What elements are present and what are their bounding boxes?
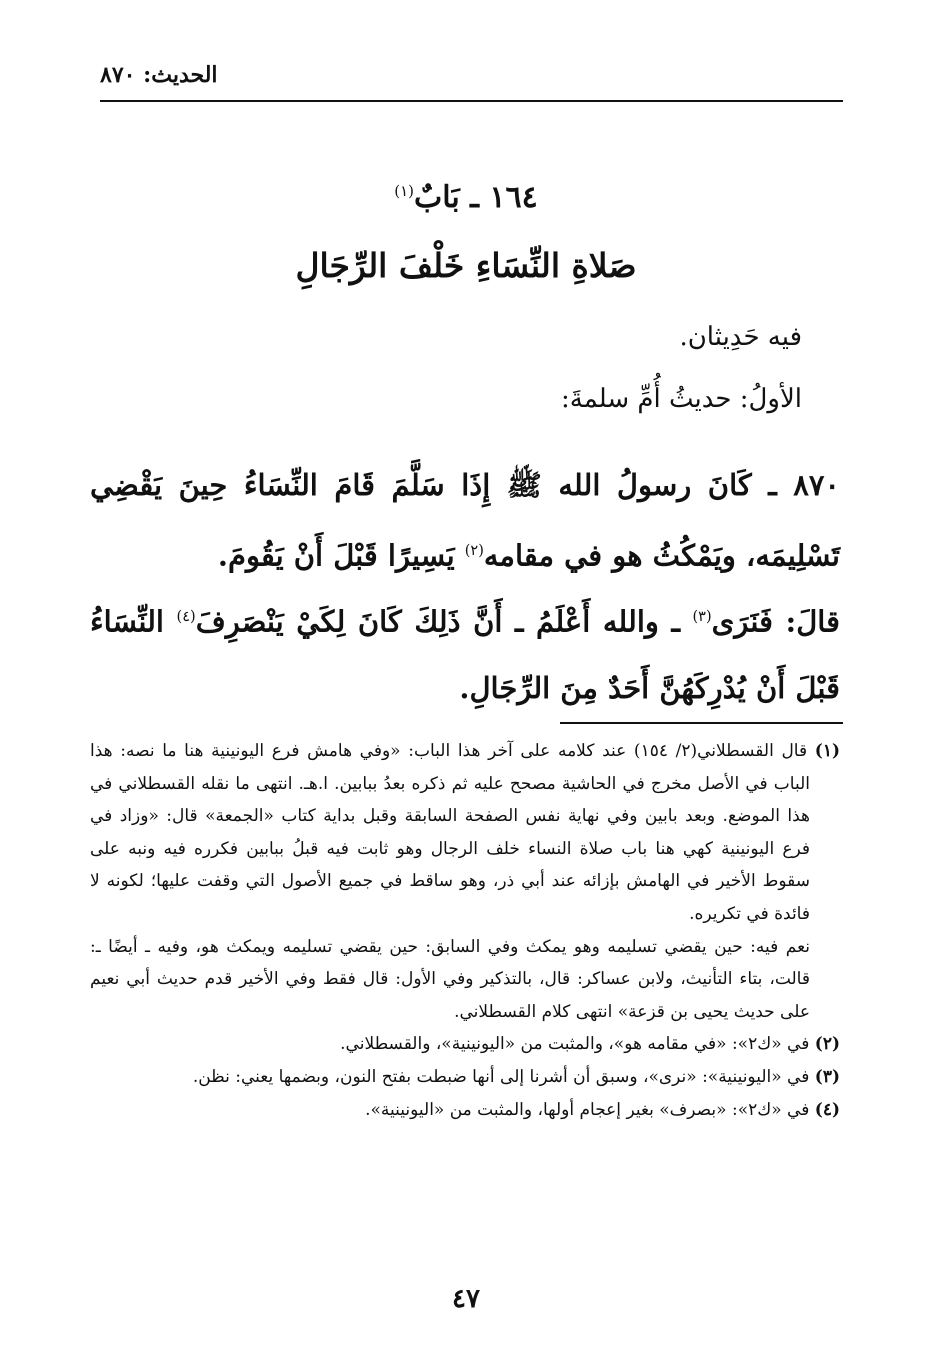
footnote-ref-2: (٢) — [464, 543, 484, 559]
running-head — [100, 62, 840, 96]
hadith-text-2b: ـ والله أَعْلَمُ ـ أَنَّ ذَلِكَ كَانَ لِكَيْ يَنْصَرِفَ — [195, 604, 693, 639]
hadith-text-2a: قالَ: فَنَرَى — [711, 604, 840, 639]
chapter-number: ١٦٤ ـ بَابٌ — [414, 180, 538, 215]
intro-line-1: فيه حَدِيثان. — [679, 322, 802, 352]
footnote-4 — [90, 1094, 840, 1127]
footnote-1 — [90, 735, 840, 931]
footnote-2-marker: (٢) — [814, 1034, 840, 1055]
hadith-paragraph-2 — [90, 584, 840, 721]
footnotes — [90, 735, 840, 1126]
footnote-rule — [560, 722, 843, 724]
hadith-text-1a: ٨٧٠ ـ كَانَ رسولُ الله ﷺ إِذَا سَلَّمَ قَامَ النِّسَاءُ حِينَ يَقْضِي تَسْلِيمَه، ويَمْكُثُ هو في مقامه — [90, 468, 840, 573]
footnote-3 — [90, 1061, 840, 1094]
hadith-text-1b: يَسِيرًا قَبْلَ أَنْ يَقُومَ. — [217, 538, 465, 573]
page-number: ٤٧ — [452, 1284, 480, 1314]
intro-line-2: الأولُ: حديثُ أُمِّ سلمةَ: — [561, 384, 802, 414]
chapter-heading — [0, 180, 932, 215]
footnote-3-text: في «اليونينية»: «نرى»، وسبق أن أشرنا إلى أنها ضبطت بفتح النون، وبضمها يعني: نظن. — [192, 1066, 810, 1087]
running-head-label: الحديث: ٨٧٠ — [100, 62, 218, 88]
footnote-ref-4: (٤) — [176, 609, 196, 625]
footnote-4-text: في «ك٢»: «بصرف» بغير إعجام أولها، والمثبت من «اليونينية». — [365, 1099, 810, 1120]
chapter-title: صَلاةِ النِّسَاءِ خَلْفَ الرِّجَالِ — [295, 246, 637, 285]
footnote-1-text: قال القسطلاني(٢/ ١٥٤) عند كلامه على آخر هذا الباب: «وفي هامش فرع اليونينية هنا ما نصه: هذا الباب في الأصل مخرج في الحاشية مصحح عليه ثم ذكره بعدُ ببابين. ا.هـ. انتهى ما نقله القسطلاني في هذا الموضع. وبعد بابين وفي نهاية نفس الصفحة السابقة وقبل بداية كتاب «الجمعة» قال: «وزاد في فرع اليونينية كهي هنا باب صلاة النساء خلف الرجال وهو ثابت فيه قبلُ ببابين فكرره فيه ونبه على سقوط الأخير في الهامش بإزائه عند أبي ذر، وهو ساقط في جميع الأصول التي وقفت عليها؛ لكونه لا فائدة في تكريره. — [90, 741, 811, 924]
hadith-text-2c: النِّسَاءُ قَبْلَ أَنْ يُدْرِكَهُنَّ أَحَدٌ مِنَ الرِّجَالِ. — [90, 604, 840, 705]
footnote-1-text-2: نعم فيه: حين يقضي تسليمه وهو يمكث وفي السابق: حين يقضي تسليمه ويمكث هو، وفيه ـ أيضًا ـ: قالت، بتاء التأنيث، ولابن عساكر: قال، بالتذكير وفي الأول: قال فقط وفي الأخير قدم حديث أبي نعيم على حديث يحيى بن قزعة» انتهى كلام القسطلاني. — [90, 936, 810, 1022]
footnote-1-continuation — [90, 931, 840, 1029]
footnote-ref-1: (١) — [394, 182, 414, 200]
footnote-1-marker: (١) — [814, 741, 840, 761]
footnote-ref-3: (٣) — [692, 609, 712, 625]
header-rule — [100, 100, 843, 102]
footnote-3-marker: (٣) — [814, 1066, 840, 1087]
footnote-2-text: في «ك٢»: «في مقامه هو»، والمثبت من «اليونينية»، والقسطلاني. — [340, 1034, 810, 1055]
footnote-2 — [90, 1028, 840, 1061]
footnote-4-marker: (٤) — [814, 1099, 840, 1120]
hadith-paragraph-1 — [90, 452, 840, 589]
